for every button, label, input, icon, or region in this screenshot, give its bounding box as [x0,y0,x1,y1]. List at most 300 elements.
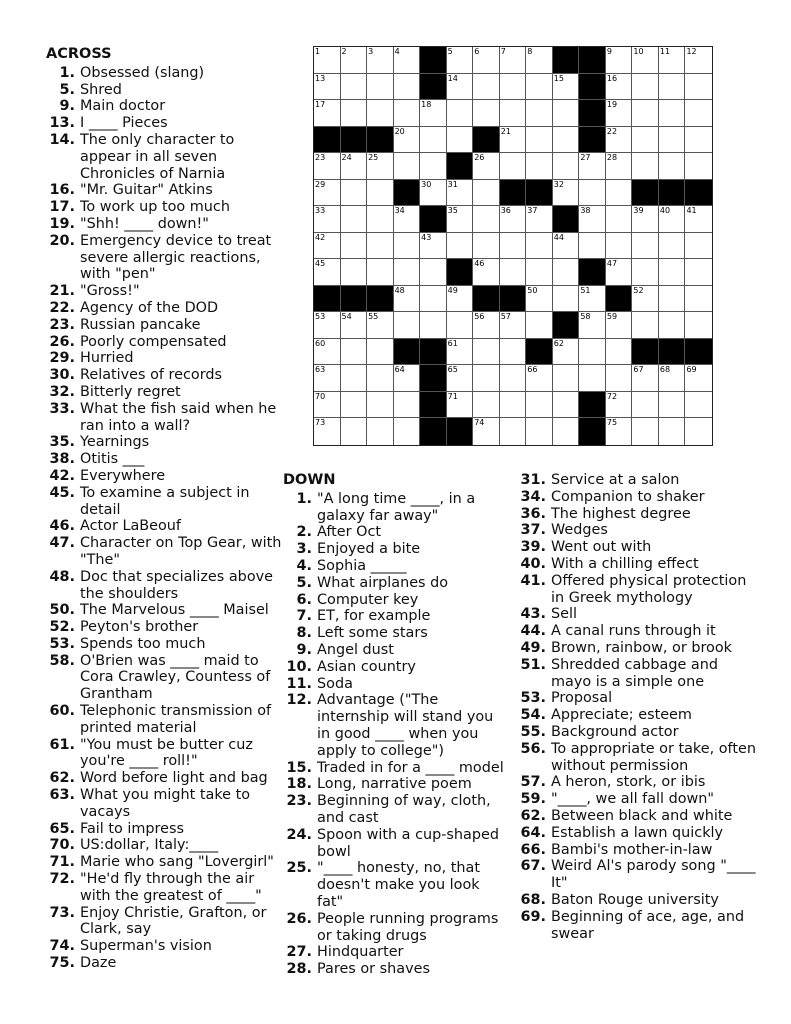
grid-cell[interactable] [685,47,712,74]
grid-cell[interactable] [632,286,659,313]
grid-cell[interactable] [579,312,606,339]
clue-number: 17. [49,199,75,216]
clue-text: Otitis ___ [80,451,145,468]
grid-cell[interactable] [553,418,580,445]
grid-cell[interactable] [367,365,394,392]
grid-cell[interactable] [341,312,368,339]
grid-cell[interactable] [579,233,606,260]
grid-cell[interactable] [685,286,712,313]
grid-cell[interactable] [500,153,527,180]
grid-cell[interactable] [500,365,527,392]
grid-cell[interactable] [606,312,633,339]
grid-cell[interactable] [367,418,394,445]
grid-cell[interactable] [685,365,712,392]
cell-number: 50 [527,285,538,295]
grid-cell[interactable] [394,365,421,392]
clue-number: 67. [520,858,546,875]
cell-number: 36 [500,206,511,216]
cell-number: 49 [447,285,458,295]
clue-text: A canal runs through it [551,623,716,640]
cell-number: 19 [606,100,618,110]
grid-cell[interactable] [606,127,633,154]
grid-cell[interactable] [579,153,606,180]
clue-number: 37. [520,522,546,539]
clue-number: 21. [49,283,75,300]
clue-number: 32. [49,383,75,400]
grid-cell[interactable] [314,233,341,260]
grid-block [394,180,421,207]
clue-text: Hurried [80,350,134,367]
clue-item [283,793,510,827]
grid-cell[interactable] [685,153,712,180]
grid-cell[interactable] [553,286,580,313]
clue-number: 8. [296,625,312,642]
cell-number: 73 [315,418,326,428]
grid-cell[interactable] [341,153,368,180]
grid-cell[interactable] [314,100,341,127]
grid-cell[interactable] [447,180,474,207]
cell-number: 20 [394,126,405,136]
grid-cell[interactable] [685,259,712,286]
clue-item [517,489,757,506]
clue-number: 18. [286,776,312,793]
clue-text: What the fish said when he ran into a wall? [80,400,277,434]
grid-cell[interactable] [394,206,421,233]
clue-item [517,724,757,741]
grid-cell[interactable] [367,339,394,366]
cell-number: 41 [686,206,697,216]
grid-cell[interactable] [473,365,500,392]
clue-text: The highest degree [551,505,691,522]
grid-cell[interactable] [447,365,474,392]
cell-number: 44 [553,232,564,242]
grid-block [420,392,447,419]
clue-number: 11. [286,675,312,692]
grid-block [579,100,606,127]
grid-cell[interactable] [526,312,553,339]
grid-block [579,259,606,286]
grid-cell[interactable] [659,100,686,127]
grid-cell[interactable] [606,418,633,445]
grid-cell[interactable] [632,206,659,233]
grid-cell[interactable] [473,100,500,127]
grid-cell[interactable] [659,206,686,233]
clue-item [46,317,286,334]
grid-cell[interactable] [526,392,553,419]
grid-cell[interactable] [659,47,686,74]
grid-cell[interactable] [632,153,659,180]
grid-cell[interactable] [659,233,686,260]
grid-cell[interactable] [659,365,686,392]
clue-text: To work up too much [80,199,230,216]
grid-block [526,180,553,207]
grid-cell[interactable] [394,418,421,445]
grid-cell[interactable] [579,339,606,366]
grid-cell[interactable] [500,47,527,74]
grid-cell[interactable] [394,286,421,313]
grid-cell[interactable] [447,392,474,419]
grid-cell[interactable] [632,365,659,392]
clue-text: Word before light and bag [80,770,268,787]
cell-number: 24 [341,153,352,163]
cell-number: 31 [447,179,458,189]
grid-cell[interactable] [420,286,447,313]
clue-item [46,98,286,115]
grid-cell[interactable] [632,47,659,74]
clue-item [46,636,286,653]
clue-number: 49. [520,639,546,656]
grid-cell[interactable] [420,259,447,286]
cell-number: 52 [633,285,644,295]
grid-cell[interactable] [632,392,659,419]
grid-cell[interactable] [526,127,553,154]
grid-cell[interactable] [659,392,686,419]
grid-cell[interactable] [394,47,421,74]
clue-number: 48. [49,568,75,585]
grid-cell[interactable] [341,74,368,101]
grid-cell[interactable] [420,312,447,339]
cell-number: 10 [633,47,644,56]
grid-cell[interactable] [526,259,553,286]
grid-cell[interactable] [394,153,421,180]
clue-item [46,737,286,771]
clue-text: O'Brien was ____ maid to Cora Crawley, Countess of Grantham [80,652,271,703]
down-clue-items-1 [283,491,510,978]
grid-cell[interactable] [685,74,712,101]
cell-number: 39 [633,206,644,216]
grid-block [314,127,341,154]
grid-cell[interactable] [341,259,368,286]
grid-cell[interactable] [314,418,341,445]
clue-text: Main doctor [80,98,166,115]
grid-cell[interactable] [553,100,580,127]
grid-cell[interactable] [473,418,500,445]
grid-cell[interactable] [394,74,421,101]
grid-block [606,286,633,313]
clue-item [46,485,286,519]
grid-cell[interactable] [473,312,500,339]
grid-cell[interactable] [632,233,659,260]
cell-number: 32 [553,179,564,189]
clue-text: With a chilling effect [551,555,699,572]
grid-block [447,153,474,180]
grid-cell[interactable] [579,365,606,392]
clue-text: Yearnings [80,434,150,451]
grid-cell[interactable] [500,392,527,419]
grid-cell[interactable] [553,74,580,101]
grid-cell[interactable] [553,339,580,366]
cell-number: 33 [315,206,326,216]
grid-cell[interactable] [314,74,341,101]
grid-cell[interactable] [579,180,606,207]
grid-cell[interactable] [632,312,659,339]
clue-number: 62. [520,807,546,824]
grid-cell[interactable] [659,312,686,339]
grid-cell[interactable] [659,286,686,313]
grid-cell[interactable] [526,74,553,101]
clue-text: "Gross!" [80,283,140,300]
grid-cell[interactable] [553,153,580,180]
grid-cell[interactable] [341,339,368,366]
grid-cell[interactable] [447,100,474,127]
grid-cell[interactable] [659,74,686,101]
grid-cell[interactable] [314,312,341,339]
clue-text: What you might take to vacays [80,787,251,820]
grid-cell[interactable] [314,180,341,207]
grid-cell[interactable] [606,365,633,392]
clue-item [46,569,286,603]
grid-cell[interactable] [606,47,633,74]
clue-item [517,623,757,640]
grid-cell[interactable] [659,127,686,154]
clue-item [283,558,510,575]
clue-text: Angel dust [317,641,394,658]
grid-block [659,180,686,207]
grid-cell[interactable] [447,312,474,339]
grid-cell[interactable] [341,100,368,127]
grid-cell[interactable] [314,259,341,286]
grid-cell[interactable] [632,259,659,286]
clue-number: 2. [296,524,312,541]
grid-cell[interactable] [659,259,686,286]
cell-number: 56 [474,312,485,322]
down-heading: DOWN [283,472,336,488]
clue-number: 64. [520,824,546,841]
clue-text: ET, for example [317,608,431,625]
clue-text: Agency of the DOD [80,299,219,316]
grid-cell[interactable] [394,392,421,419]
grid-cell[interactable] [685,206,712,233]
grid-cell[interactable] [367,233,394,260]
grid-cell[interactable] [314,392,341,419]
grid-cell[interactable] [685,392,712,419]
cell-number: 43 [421,232,432,242]
grid-cell[interactable] [473,392,500,419]
grid-block [420,365,447,392]
grid-cell[interactable] [420,153,447,180]
grid-cell[interactable] [447,127,474,154]
grid-cell[interactable] [341,206,368,233]
clue-number: 19. [49,215,75,232]
grid-cell[interactable] [473,259,500,286]
clue-number: 75. [49,955,75,972]
clue-text: Enjoy Christie, Grafton, or Clark, say [80,904,267,938]
clue-item [517,472,757,489]
clue-number: 42. [49,467,75,484]
cell-number: 55 [368,312,379,322]
cell-number: 18 [421,100,432,110]
clue-text: A heron, stork, or ibis [551,774,706,791]
clue-number: 23. [286,793,312,810]
grid-cell[interactable] [500,339,527,366]
grid-cell[interactable] [367,153,394,180]
grid-cell[interactable] [553,392,580,419]
clue-number: 13. [49,115,75,132]
grid-cell[interactable] [685,312,712,339]
grid-cell[interactable] [659,418,686,445]
clue-item [283,827,510,861]
grid-cell[interactable] [447,233,474,260]
grid-cell[interactable] [341,392,368,419]
across-clue-items [46,65,286,972]
grid-cell[interactable] [553,233,580,260]
clue-number: 9. [59,98,75,115]
grid-cell[interactable] [526,47,553,74]
grid-cell[interactable] [420,233,447,260]
grid-cell[interactable] [473,153,500,180]
grid-block [314,286,341,313]
grid-cell[interactable] [367,392,394,419]
grid-cell[interactable] [526,100,553,127]
grid-cell[interactable] [447,74,474,101]
grid-cell[interactable] [367,259,394,286]
grid-cell[interactable] [632,418,659,445]
clue-number: 71. [49,854,75,871]
clue-text: Left some stars [317,625,428,642]
cell-number: 11 [659,47,671,56]
clue-number: 52. [49,619,75,636]
clue-number: 27. [286,944,312,961]
grid-cell[interactable] [314,153,341,180]
grid-cell[interactable] [447,286,474,313]
grid-cell[interactable] [659,153,686,180]
clue-item [283,860,510,910]
grid-cell[interactable] [685,233,712,260]
grid-cell[interactable] [394,259,421,286]
clue-item [517,539,757,556]
grid-cell[interactable] [314,339,341,366]
grid-cell[interactable] [500,259,527,286]
grid-cell[interactable] [500,206,527,233]
grid-cell[interactable] [394,100,421,127]
cell-number: 28 [606,153,618,163]
grid-cell[interactable] [526,365,553,392]
grid-cell[interactable] [367,180,394,207]
grid-cell[interactable] [526,418,553,445]
grid-cell[interactable] [685,418,712,445]
clue-text: Character on Top Gear, with "The" [80,535,282,568]
grid-cell[interactable] [394,233,421,260]
clue-text: Sell [551,606,577,623]
grid-cell[interactable] [606,180,633,207]
grid-cell[interactable] [526,206,553,233]
grid-block [420,418,447,445]
clue-item [46,384,286,401]
grid-cell[interactable] [447,206,474,233]
grid-cell[interactable] [606,339,633,366]
grid-cell[interactable] [314,47,341,74]
cell-number: 51 [580,285,591,295]
grid-cell[interactable] [314,206,341,233]
grid-cell[interactable] [553,259,580,286]
grid-cell[interactable] [526,233,553,260]
grid-cell[interactable] [579,206,606,233]
grid-cell[interactable] [341,418,368,445]
grid-cell[interactable] [367,74,394,101]
grid-cell[interactable] [314,365,341,392]
grid-cell[interactable] [473,233,500,260]
grid-cell[interactable] [367,206,394,233]
grid-cell[interactable] [447,47,474,74]
grid-cell[interactable] [606,74,633,101]
grid-cell[interactable] [341,47,368,74]
clue-item [283,592,510,609]
clue-item [283,541,510,558]
grid-cell[interactable] [473,339,500,366]
grid-cell[interactable] [579,286,606,313]
clue-text: Offered physical protection in Greek mythology [551,572,747,606]
clue-text: "Shh! ____ down!" [80,215,209,232]
grid-cell[interactable] [526,153,553,180]
grid-cell[interactable] [341,180,368,207]
cell-number: 61 [447,338,458,348]
grid-cell[interactable] [473,180,500,207]
cell-number: 60 [315,338,326,348]
grid-cell[interactable] [500,233,527,260]
grid-cell[interactable] [367,312,394,339]
grid-cell[interactable] [606,233,633,260]
grid-cell[interactable] [685,100,712,127]
grid-cell[interactable] [632,127,659,154]
clue-number: 15. [286,759,312,776]
grid-block [420,74,447,101]
grid-cell[interactable] [420,100,447,127]
grid-cell[interactable] [420,127,447,154]
grid-cell[interactable] [341,365,368,392]
grid-cell[interactable] [632,74,659,101]
grid-cell[interactable] [500,74,527,101]
clue-number: 26. [49,333,75,350]
grid-cell[interactable] [367,100,394,127]
grid-cell[interactable] [606,259,633,286]
grid-cell[interactable] [553,127,580,154]
grid-block [447,259,474,286]
grid-cell[interactable] [632,100,659,127]
grid-cell[interactable] [553,180,580,207]
clue-number: 72. [49,871,75,888]
grid-cell[interactable] [606,100,633,127]
grid-cell[interactable] [341,233,368,260]
grid-cell[interactable] [606,392,633,419]
grid-cell[interactable] [473,47,500,74]
clue-text: Asian country [317,658,416,675]
grid-block [579,418,606,445]
grid-cell[interactable] [447,339,474,366]
clue-text: Fail to impress [80,820,184,837]
clue-number: 53. [520,690,546,707]
grid-cell[interactable] [394,127,421,154]
grid-cell[interactable] [500,418,527,445]
grid-cell[interactable] [420,180,447,207]
clue-item [517,573,757,607]
grid-cell[interactable] [500,100,527,127]
grid-cell[interactable] [606,206,633,233]
grid-cell[interactable] [553,365,580,392]
grid-cell[interactable] [500,312,527,339]
grid-cell[interactable] [394,312,421,339]
grid-cell[interactable] [685,127,712,154]
grid-cell[interactable] [526,286,553,313]
clue-text: Baton Rouge university [551,891,719,908]
grid-cell[interactable] [606,153,633,180]
grid-cell[interactable] [473,206,500,233]
grid-cell[interactable] [367,47,394,74]
grid-cell[interactable] [500,127,527,154]
grid-cell[interactable] [473,74,500,101]
clue-text: Long, narrative poem [317,776,472,793]
cell-number: 23 [315,153,326,163]
grid-block [685,180,712,207]
